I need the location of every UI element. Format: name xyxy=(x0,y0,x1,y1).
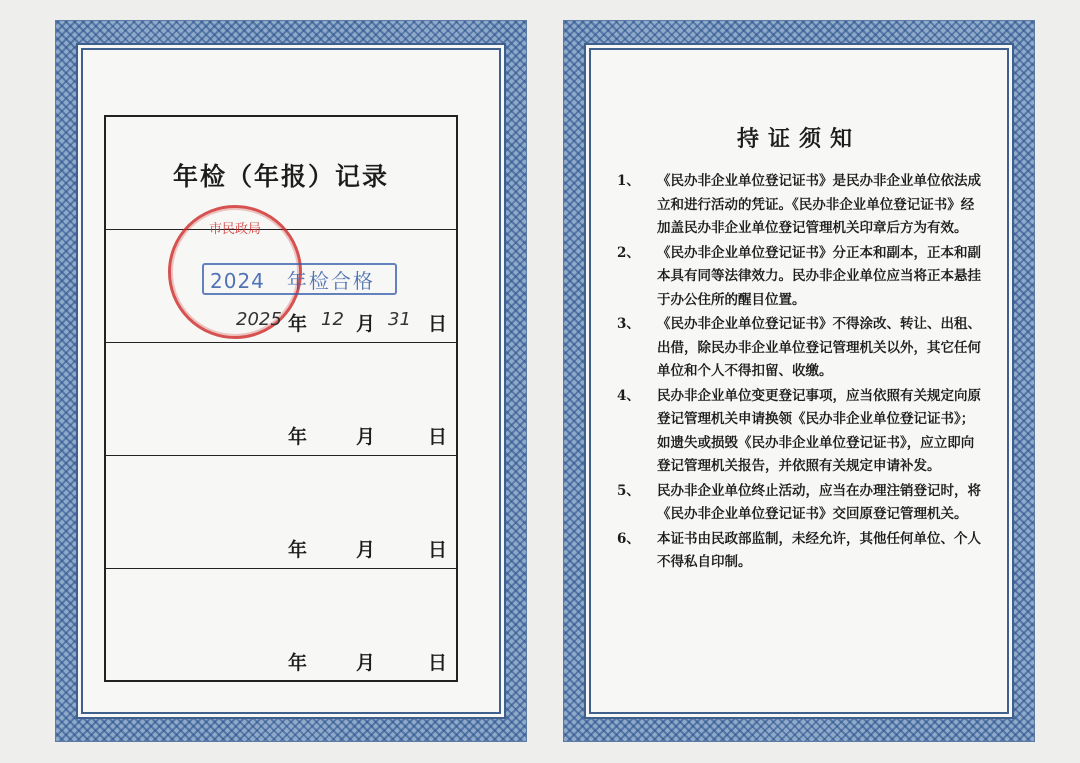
month-label: 月 xyxy=(356,652,376,674)
notice-text: 《民办非企业单位登记证书》分正本和副本，正本和副本具有同等法律效力。民办非企业单位应当将正本悬挂于办公住所的醒目位置。 xyxy=(657,244,981,308)
notice-text: 民办非企业单位终止活动，应当在办理注销登记时，将《民办非企业单位登记证书》交回原登记管理机关。 xyxy=(657,482,981,522)
row-divider xyxy=(106,568,456,569)
stamp-text: 年检合格 xyxy=(286,269,375,293)
day-label: 日 xyxy=(428,426,448,448)
notice-title: 持证须知 xyxy=(736,126,861,152)
day-label: 日 xyxy=(428,539,448,561)
date-row xyxy=(106,309,456,335)
notice-item xyxy=(617,385,987,479)
handwritten-month: 12 xyxy=(321,309,344,330)
notice-item xyxy=(617,480,987,527)
day-label: 日 xyxy=(428,313,448,335)
year-label: 年 xyxy=(288,652,308,674)
left-page-panel xyxy=(81,48,501,714)
seal-text: 市民政局 xyxy=(208,222,261,237)
notice-number: 5、 xyxy=(617,482,640,499)
notice-list xyxy=(617,170,987,576)
handwritten-day: 31 xyxy=(388,309,411,330)
month-label: 月 xyxy=(356,313,376,335)
stamp-year: 2024 xyxy=(210,269,265,293)
notice-item xyxy=(617,170,987,241)
month-label: 月 xyxy=(356,539,376,561)
notice-number: 2、 xyxy=(617,244,640,261)
year-label: 年 xyxy=(288,426,308,448)
year-label: 年 xyxy=(288,313,308,335)
notice-item xyxy=(617,313,987,384)
day-label: 日 xyxy=(428,652,448,674)
year-label: 年 xyxy=(288,539,308,561)
notice-text: 《民办非企业单位登记证书》是民办非企业单位依法成立和进行活动的凭证。《民办非企业单位登记证书》经加盖民办非企业单位登记管理机关印章后方为有效。 xyxy=(657,173,981,236)
notice-number: 4、 xyxy=(617,387,640,404)
date-row xyxy=(106,648,456,674)
record-title: 年检（年报）记录 xyxy=(172,162,389,191)
notice-number: 1、 xyxy=(617,173,640,189)
month-label: 月 xyxy=(356,426,376,448)
notice-item xyxy=(617,242,987,313)
right-page xyxy=(563,20,1035,742)
notice-text: 本证书由民政部监制，未经允许，其他任何单位、个人不得私自印制。 xyxy=(657,530,981,570)
annual-inspection-table xyxy=(104,115,458,682)
right-page-panel xyxy=(589,48,1009,714)
inspection-pass-stamp xyxy=(202,263,397,295)
date-row xyxy=(106,422,456,448)
row-divider xyxy=(106,342,456,343)
left-page xyxy=(55,20,527,742)
notice-number: 6、 xyxy=(617,530,640,547)
notice-number: 3、 xyxy=(617,316,640,332)
row-divider xyxy=(106,455,456,456)
notice-text: 民办非企业单位变更登记事项，应当依照有关规定向原登记管理机关申请换领《民办非企业单位登记证书》；如遗失或损毁《民办非企业单位登记证书》，应立即向登记管理机关报告，并依照有关规定申请补发。 xyxy=(657,387,981,474)
notice-text: 《民办非企业单位登记证书》不得涂改、转让、出租、出借，除民办非企业单位登记管理机关以外，其它任何单位和个人不得扣留、收缴。 xyxy=(657,316,981,379)
handwritten-year: 2025 xyxy=(236,309,282,330)
date-row xyxy=(106,535,456,561)
notice-item xyxy=(617,528,987,575)
